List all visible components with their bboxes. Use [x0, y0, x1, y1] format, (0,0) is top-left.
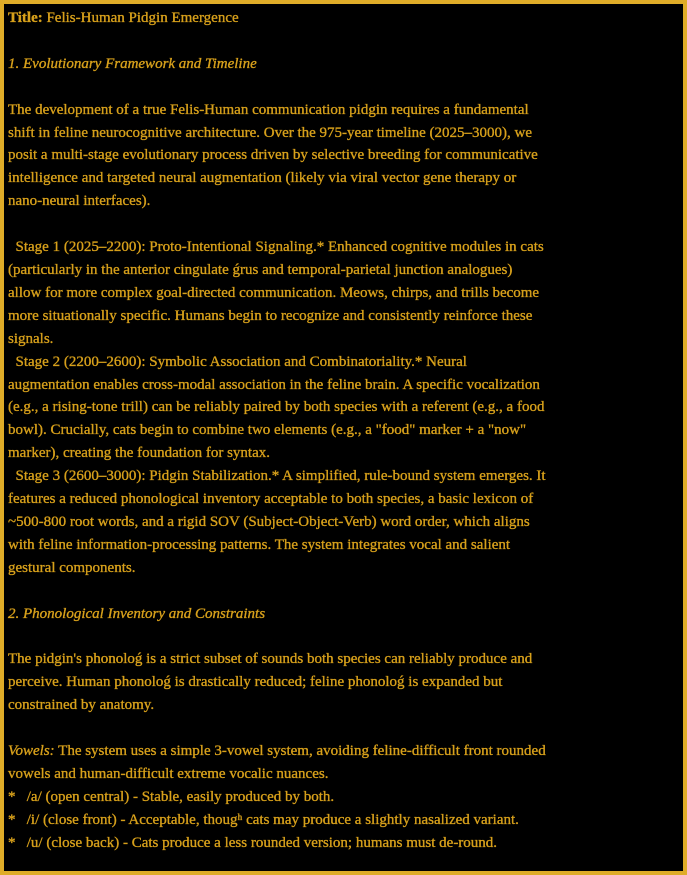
text-line: [8, 809, 675, 832]
text-line: [8, 557, 675, 580]
text-segment: Felis-Human Pidgin Emergence: [42, 10, 239, 26]
text-line: [8, 694, 675, 717]
text-segment: perceive. Human phonoloǵ is drastically reduced; feline phonoloǵ is expanded but: [8, 674, 503, 691]
text-segment: (particularly in the anterior cingulate ǵrus and temporal-parietal junction analogues): [8, 261, 513, 278]
text-line: [8, 396, 675, 419]
text-line: [8, 786, 675, 809]
text-segment: Stage 2 (2200–2600): Symbolic Association and Combinatoriality.* Neural: [8, 353, 467, 370]
text-line: [8, 99, 675, 122]
text-segment: * /a/ (open central) - Stable, easily produced by both.: [8, 788, 335, 805]
text-line: [8, 625, 675, 648]
text-line: [8, 351, 675, 374]
text-segment: Stage 3 (2600–3000): Pidgin Stabilization.* A simplified, rule-bound system emerges. It: [8, 468, 546, 485]
text-segment: marker), creating the foundation for syntax.: [8, 445, 270, 462]
text-line: [8, 740, 675, 763]
text-line: [8, 76, 675, 99]
text-segment: intelligence and targeted neural augmentation (likely via viral vector gene therapy or: [8, 170, 517, 187]
text-line: [8, 30, 675, 53]
text-line: [8, 7, 675, 30]
text-line: [8, 603, 675, 626]
text-line: [8, 419, 675, 442]
text-segment: bowl). Crucially, cats begin to combine two elements (e.g., a "food" marker + a "now": [8, 422, 527, 439]
text-line: [8, 488, 675, 511]
text-segment: nano-neural interfaces).: [8, 193, 151, 210]
text-line: [8, 534, 675, 557]
text-segment: constrained by anatomy.: [8, 697, 155, 714]
text-segment: * /i/ (close front) - Acceptable, thougʰ cats may produce a slightly nasalized variant.: [8, 811, 519, 828]
text-line: [8, 717, 675, 740]
text-segment: Title:: [8, 10, 43, 26]
text-segment: 1. Evolutionary Framework and Timeline: [8, 55, 257, 72]
text-line: [8, 259, 675, 282]
text-line: [8, 282, 675, 305]
text-segment: * /u/ (close back) - Cats produce a less rounded version; humans must de-round.: [8, 834, 498, 851]
text-segment: ~500-800 root words, and a rigid SOV (Subject-Object-Verb) word order, which aligns: [8, 513, 530, 530]
text-line: [8, 374, 675, 397]
text-segment: shift in feline neurocognitive architecture. Over the 975-year timeline (2025–3000), we: [8, 124, 532, 141]
text-line: [8, 167, 675, 190]
text-line: [8, 465, 675, 488]
text-line: [8, 122, 675, 145]
text-line: [8, 328, 675, 351]
text-line: [8, 53, 675, 76]
text-line: [8, 190, 675, 213]
text-segment: augmentation enables cross-modal association in the feline brain. A specific vocalization: [8, 376, 540, 393]
text-line: [8, 144, 675, 167]
text-segment: with feline information-processing patterns. The system integrates vocal and salient: [8, 536, 511, 553]
text-line: [8, 305, 675, 328]
text-segment: Vowels:: [8, 743, 55, 759]
text-line: [8, 442, 675, 465]
text-segment: more situationally specific. Humans begin to recognize and consistently reinforce these: [8, 307, 533, 324]
document-text: [8, 7, 675, 855]
text-line: [8, 832, 675, 855]
text-line: [8, 580, 675, 603]
text-line: [8, 236, 675, 259]
text-segment: 2. Phonological Inventory and Constraints: [8, 605, 266, 622]
text-line: [8, 511, 675, 534]
text-segment: posit a multi-stage evolutionary process driven by selective breeding for communicative: [8, 147, 538, 164]
text-segment: The system uses a simple 3-vowel system, avoiding feline-difficult front rounded: [54, 743, 546, 759]
text-segment: The pidgin's phonoloǵ is a strict subset of sounds both species can reliably produce and: [8, 651, 533, 668]
text-segment: vowels and human-difficult extreme vocalic nuances.: [8, 765, 329, 782]
text-line: [8, 671, 675, 694]
text-segment: (e.g., a rising-tone trill) can be reliably paired by both species with a referent (e.g., a food: [8, 399, 545, 416]
text-segment: signals.: [8, 330, 54, 347]
text-segment: features a reduced phonological inventory acceptable to both species, a basic lexicon of: [8, 491, 534, 508]
text-segment: gestural components.: [8, 559, 136, 576]
text-segment: Stage 1 (2025–2200): Proto-Intentional Signaling.* Enhanced cognitive modules in cats: [8, 239, 544, 256]
text-line: [8, 213, 675, 236]
text-segment: The development of a true Felis-Human communication pidgin requires a fundamental: [8, 101, 529, 118]
text-segment: allow for more complex goal-directed communication. Meows, chirps, and trills become: [8, 284, 540, 301]
text-line: [8, 763, 675, 786]
text-line: [8, 648, 675, 671]
